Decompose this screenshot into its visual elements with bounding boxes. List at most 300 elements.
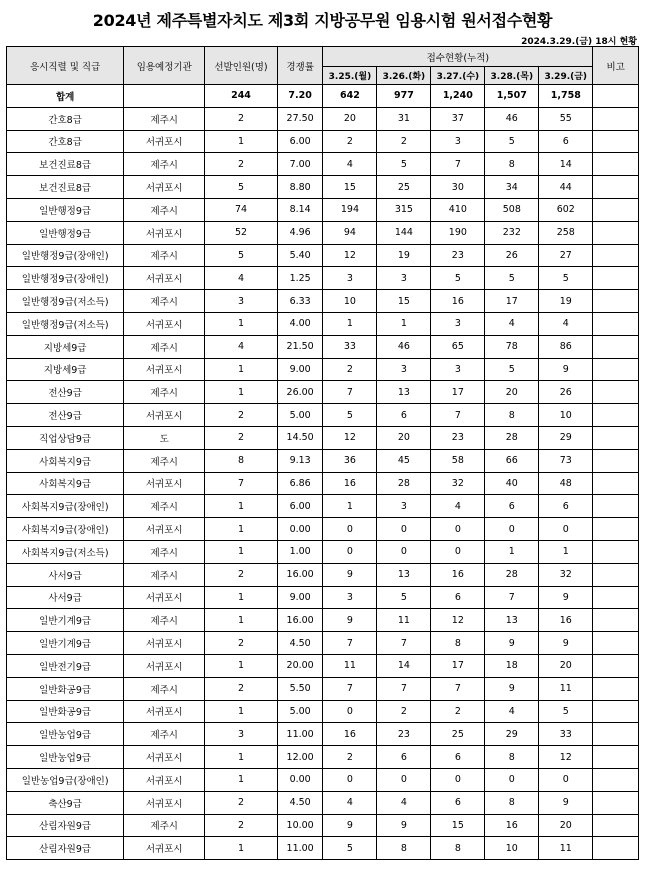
cell-day: 7 [377, 677, 431, 700]
cell-day: 12 [323, 426, 377, 449]
cell-day: 2 [377, 130, 431, 153]
cell-position: 산림자원9급 [7, 837, 124, 860]
cell-selected: 1 [205, 768, 278, 791]
cell-day: 5 [323, 404, 377, 427]
cell-ratio: 4.00 [277, 312, 323, 335]
cell-day: 5 [539, 267, 593, 290]
header-agency: 임용예정기관 [124, 47, 205, 85]
cell-position: 직업상담9급 [7, 426, 124, 449]
cell-day: 20 [485, 381, 539, 404]
cell-day: 5 [539, 700, 593, 723]
cell-day: 315 [377, 198, 431, 221]
cell-day: 7 [377, 632, 431, 655]
table-row [7, 335, 639, 358]
cell-day: 1 [323, 495, 377, 518]
table-row [7, 312, 639, 335]
cell-agency: 제주시 [124, 677, 205, 700]
cell-selected: 1 [205, 586, 278, 609]
cell-day: 33 [323, 335, 377, 358]
cell-agency: 서귀포시 [124, 312, 205, 335]
header-status-group: 접수현황(누적) [323, 47, 593, 67]
cell-position: 일반농업9급(장애인) [7, 768, 124, 791]
cell-day: 2 [323, 358, 377, 381]
total-selected: 244 [205, 85, 278, 108]
total-ratio: 7.20 [277, 85, 323, 108]
cell-selected: 2 [205, 107, 278, 130]
cell-note [593, 540, 639, 563]
cell-day: 12 [323, 244, 377, 267]
cell-note [593, 244, 639, 267]
cell-day: 10 [323, 290, 377, 313]
cell-note [593, 814, 639, 837]
cell-day: 27 [539, 244, 593, 267]
cell-day: 16 [431, 563, 485, 586]
as-of-date: 2024.3.29.(금) 18시 현황 [521, 37, 637, 47]
cell-day: 33 [539, 723, 593, 746]
cell-day: 5 [323, 837, 377, 860]
cell-ratio: 8.80 [277, 176, 323, 199]
cell-day: 9 [323, 563, 377, 586]
cell-selected: 8 [205, 449, 278, 472]
table-row [7, 244, 639, 267]
cell-selected: 3 [205, 290, 278, 313]
total-day: 1,758 [539, 85, 593, 108]
cell-day: 23 [377, 723, 431, 746]
cell-position: 일반행정9급 [7, 221, 124, 244]
cell-day: 1 [377, 312, 431, 335]
cell-day: 3 [377, 495, 431, 518]
cell-day: 8 [485, 791, 539, 814]
cell-selected: 1 [205, 358, 278, 381]
cell-selected: 2 [205, 404, 278, 427]
cell-agency: 제주시 [124, 335, 205, 358]
cell-selected: 1 [205, 746, 278, 769]
cell-day: 30 [431, 176, 485, 199]
cell-note [593, 335, 639, 358]
cell-ratio: 6.86 [277, 472, 323, 495]
cell-position: 일반농업9급 [7, 746, 124, 769]
cell-ratio: 9.00 [277, 586, 323, 609]
cell-selected: 4 [205, 335, 278, 358]
cell-ratio: 9.13 [277, 449, 323, 472]
table-row [7, 358, 639, 381]
cell-day: 29 [485, 723, 539, 746]
cell-position: 일반농업9급 [7, 723, 124, 746]
cell-selected: 74 [205, 198, 278, 221]
cell-ratio: 5.50 [277, 677, 323, 700]
cell-selected: 1 [205, 312, 278, 335]
cell-note [593, 221, 639, 244]
cell-agency: 제주시 [124, 449, 205, 472]
cell-day: 12 [539, 746, 593, 769]
table-row [7, 632, 639, 655]
cell-day: 46 [485, 107, 539, 130]
table-row [7, 381, 639, 404]
cell-day: 15 [377, 290, 431, 313]
cell-agency: 제주시 [124, 609, 205, 632]
cell-ratio: 0.00 [277, 518, 323, 541]
cell-day: 17 [431, 654, 485, 677]
table-row [7, 221, 639, 244]
cell-day: 7 [485, 586, 539, 609]
table-row [7, 814, 639, 837]
cell-day: 5 [377, 586, 431, 609]
cell-ratio: 27.50 [277, 107, 323, 130]
cell-position: 간호8급 [7, 107, 124, 130]
cell-position: 간호8급 [7, 130, 124, 153]
cell-note [593, 518, 639, 541]
cell-day: 0 [431, 518, 485, 541]
cell-day: 0 [323, 540, 377, 563]
cell-day: 4 [539, 312, 593, 335]
cell-day: 0 [377, 518, 431, 541]
cell-day: 2 [431, 700, 485, 723]
cell-selected: 1 [205, 495, 278, 518]
cell-note [593, 837, 639, 860]
cell-note [593, 130, 639, 153]
header-day: 3.26.(화) [377, 67, 431, 85]
cell-ratio: 6.00 [277, 495, 323, 518]
cell-day: 55 [539, 107, 593, 130]
header-note: 비고 [593, 47, 639, 85]
cell-day: 4 [485, 312, 539, 335]
cell-day: 11 [323, 654, 377, 677]
cell-day: 10 [539, 404, 593, 427]
cell-day: 4 [485, 700, 539, 723]
cell-position: 일반행정9급 [7, 198, 124, 221]
application-status-table [6, 46, 639, 860]
cell-ratio: 7.00 [277, 153, 323, 176]
cell-day: 32 [539, 563, 593, 586]
cell-day: 7 [431, 404, 485, 427]
cell-agency: 제주시 [124, 381, 205, 404]
table-row [7, 746, 639, 769]
cell-selected: 2 [205, 791, 278, 814]
cell-day: 14 [539, 153, 593, 176]
cell-position: 지방세9급 [7, 335, 124, 358]
cell-agency: 서귀포시 [124, 358, 205, 381]
cell-agency: 서귀포시 [124, 130, 205, 153]
cell-day: 19 [377, 244, 431, 267]
cell-day: 0 [539, 768, 593, 791]
cell-note [593, 768, 639, 791]
header-selected: 선발인원(명) [205, 47, 278, 85]
cell-day: 15 [431, 814, 485, 837]
cell-day: 602 [539, 198, 593, 221]
cell-note [593, 746, 639, 769]
total-note [593, 85, 639, 108]
cell-day: 25 [377, 176, 431, 199]
cell-position: 일반화공9급 [7, 700, 124, 723]
cell-agency: 서귀포시 [124, 768, 205, 791]
cell-day: 11 [539, 677, 593, 700]
cell-selected: 2 [205, 677, 278, 700]
cell-selected: 7 [205, 472, 278, 495]
cell-note [593, 198, 639, 221]
cell-agency: 제주시 [124, 723, 205, 746]
cell-position: 사회복지9급(장애인) [7, 518, 124, 541]
cell-day: 232 [485, 221, 539, 244]
cell-ratio: 1.25 [277, 267, 323, 290]
cell-day: 36 [323, 449, 377, 472]
table-row [7, 107, 639, 130]
cell-position: 산림자원9급 [7, 814, 124, 837]
cell-day: 0 [323, 768, 377, 791]
cell-day: 0 [539, 518, 593, 541]
cell-day: 3 [431, 312, 485, 335]
cell-day: 18 [485, 654, 539, 677]
cell-day: 29 [539, 426, 593, 449]
cell-day: 258 [539, 221, 593, 244]
cell-agency: 서귀포시 [124, 654, 205, 677]
cell-day: 20 [539, 654, 593, 677]
table-row [7, 495, 639, 518]
table-row [7, 176, 639, 199]
cell-day: 65 [431, 335, 485, 358]
cell-agency: 도 [124, 426, 205, 449]
cell-position: 일반행정9급(저소득) [7, 290, 124, 313]
cell-agency: 서귀포시 [124, 221, 205, 244]
cell-note [593, 677, 639, 700]
cell-day: 8 [431, 632, 485, 655]
cell-day: 4 [431, 495, 485, 518]
cell-day: 0 [431, 768, 485, 791]
cell-day: 7 [323, 381, 377, 404]
cell-note [593, 381, 639, 404]
cell-day: 23 [431, 244, 485, 267]
cell-selected: 2 [205, 632, 278, 655]
table-row [7, 130, 639, 153]
cell-day: 5 [431, 267, 485, 290]
cell-ratio: 6.33 [277, 290, 323, 313]
cell-day: 7 [323, 677, 377, 700]
cell-note [593, 632, 639, 655]
cell-note [593, 312, 639, 335]
table-row [7, 472, 639, 495]
cell-ratio: 4.50 [277, 791, 323, 814]
cell-position: 일반행정9급(저소득) [7, 312, 124, 335]
cell-day: 5 [485, 358, 539, 381]
cell-selected: 4 [205, 267, 278, 290]
cell-day: 8 [485, 404, 539, 427]
cell-agency: 서귀포시 [124, 518, 205, 541]
cell-ratio: 20.00 [277, 654, 323, 677]
cell-position: 전산9급 [7, 381, 124, 404]
cell-position: 사회복지9급 [7, 449, 124, 472]
header-ratio: 경쟁률 [277, 47, 323, 85]
cell-agency: 서귀포시 [124, 746, 205, 769]
cell-note [593, 267, 639, 290]
table-row [7, 700, 639, 723]
cell-day: 6 [431, 746, 485, 769]
header-day: 3.29.(금) [539, 67, 593, 85]
cell-day: 16 [485, 814, 539, 837]
cell-day: 1 [485, 540, 539, 563]
cell-day: 9 [485, 677, 539, 700]
table-row [7, 677, 639, 700]
cell-position: 사회복지9급(저소득) [7, 540, 124, 563]
cell-ratio: 5.00 [277, 700, 323, 723]
cell-day: 16 [323, 472, 377, 495]
cell-note [593, 791, 639, 814]
cell-day: 23 [431, 426, 485, 449]
cell-day: 17 [431, 381, 485, 404]
cell-selected: 1 [205, 700, 278, 723]
cell-day: 6 [377, 746, 431, 769]
cell-day: 20 [323, 107, 377, 130]
cell-position: 사서9급 [7, 586, 124, 609]
cell-day: 4 [323, 153, 377, 176]
table-row [7, 153, 639, 176]
cell-day: 20 [377, 426, 431, 449]
cell-day: 45 [377, 449, 431, 472]
total-row [7, 85, 639, 108]
cell-day: 31 [377, 107, 431, 130]
cell-selected: 2 [205, 426, 278, 449]
cell-ratio: 5.40 [277, 244, 323, 267]
cell-selected: 1 [205, 518, 278, 541]
cell-position: 사회복지9급 [7, 472, 124, 495]
cell-ratio: 4.96 [277, 221, 323, 244]
cell-agency: 제주시 [124, 814, 205, 837]
cell-day: 3 [431, 130, 485, 153]
cell-ratio: 11.00 [277, 837, 323, 860]
cell-day: 19 [539, 290, 593, 313]
cell-position: 일반행정9급(장애인) [7, 267, 124, 290]
cell-day: 16 [539, 609, 593, 632]
cell-position: 지방세9급 [7, 358, 124, 381]
cell-position: 일반기계9급 [7, 632, 124, 655]
total-agency [124, 85, 205, 108]
cell-selected: 3 [205, 723, 278, 746]
header-day: 3.27.(수) [431, 67, 485, 85]
header-day: 3.28.(목) [485, 67, 539, 85]
cell-ratio: 16.00 [277, 563, 323, 586]
cell-agency: 서귀포시 [124, 837, 205, 860]
cell-day: 0 [323, 518, 377, 541]
cell-day: 6 [431, 791, 485, 814]
cell-ratio: 21.50 [277, 335, 323, 358]
cell-agency: 서귀포시 [124, 632, 205, 655]
cell-note [593, 563, 639, 586]
cell-agency: 제주시 [124, 290, 205, 313]
cell-position: 일반전기9급 [7, 654, 124, 677]
cell-day: 0 [485, 768, 539, 791]
cell-note [593, 586, 639, 609]
page-title: 2024년 제주특별자치도 제3회 지방공무원 임용시험 원서접수현황 [92, 11, 553, 30]
cell-day: 1 [539, 540, 593, 563]
cell-day: 14 [377, 654, 431, 677]
cell-ratio: 11.00 [277, 723, 323, 746]
cell-day: 6 [539, 130, 593, 153]
cell-day: 13 [485, 609, 539, 632]
cell-day: 7 [431, 153, 485, 176]
cell-day: 37 [431, 107, 485, 130]
cell-day: 13 [377, 563, 431, 586]
total-day: 1,240 [431, 85, 485, 108]
cell-note [593, 404, 639, 427]
cell-position: 일반행정9급(장애인) [7, 244, 124, 267]
cell-agency: 제주시 [124, 244, 205, 267]
cell-note [593, 290, 639, 313]
cell-day: 9 [485, 632, 539, 655]
cell-day: 0 [323, 700, 377, 723]
cell-day: 34 [485, 176, 539, 199]
total-label: 합계 [7, 85, 124, 108]
cell-agency: 서귀포시 [124, 267, 205, 290]
cell-agency: 제주시 [124, 153, 205, 176]
cell-ratio: 14.50 [277, 426, 323, 449]
cell-selected: 1 [205, 381, 278, 404]
cell-position: 일반화공9급 [7, 677, 124, 700]
cell-position: 보건진료8급 [7, 153, 124, 176]
cell-day: 0 [377, 540, 431, 563]
cell-selected: 1 [205, 837, 278, 860]
cell-day: 94 [323, 221, 377, 244]
table-row [7, 198, 639, 221]
table-row [7, 426, 639, 449]
cell-day: 8 [377, 837, 431, 860]
cell-day: 11 [377, 609, 431, 632]
table-row [7, 267, 639, 290]
total-day: 977 [377, 85, 431, 108]
table-row [7, 449, 639, 472]
cell-agency: 제주시 [124, 107, 205, 130]
cell-day: 9 [377, 814, 431, 837]
cell-day: 26 [539, 381, 593, 404]
table-row [7, 837, 639, 860]
cell-position: 보건진료8급 [7, 176, 124, 199]
cell-day: 5 [485, 267, 539, 290]
cell-day: 9 [323, 609, 377, 632]
cell-day: 144 [377, 221, 431, 244]
cell-day: 1 [323, 312, 377, 335]
cell-day: 25 [431, 723, 485, 746]
cell-day: 44 [539, 176, 593, 199]
cell-selected: 2 [205, 814, 278, 837]
table-row [7, 609, 639, 632]
cell-ratio: 8.14 [277, 198, 323, 221]
cell-day: 7 [431, 677, 485, 700]
cell-day: 16 [323, 723, 377, 746]
cell-day: 78 [485, 335, 539, 358]
cell-agency: 서귀포시 [124, 586, 205, 609]
cell-day: 2 [377, 700, 431, 723]
cell-day: 3 [323, 267, 377, 290]
cell-position: 사서9급 [7, 563, 124, 586]
cell-day: 73 [539, 449, 593, 472]
cell-day: 66 [485, 449, 539, 472]
cell-day: 7 [323, 632, 377, 655]
cell-day: 6 [485, 495, 539, 518]
cell-day: 4 [323, 791, 377, 814]
cell-day: 508 [485, 198, 539, 221]
cell-day: 8 [485, 153, 539, 176]
header-day: 3.25.(월) [323, 67, 377, 85]
cell-agency: 제주시 [124, 198, 205, 221]
cell-agency: 제주시 [124, 495, 205, 518]
cell-agency: 제주시 [124, 563, 205, 586]
cell-selected: 1 [205, 540, 278, 563]
cell-note [593, 723, 639, 746]
cell-day: 194 [323, 198, 377, 221]
cell-day: 4 [377, 791, 431, 814]
cell-day: 28 [377, 472, 431, 495]
cell-day: 5 [485, 130, 539, 153]
cell-day: 32 [431, 472, 485, 495]
cell-agency: 제주시 [124, 540, 205, 563]
cell-day: 9 [539, 358, 593, 381]
